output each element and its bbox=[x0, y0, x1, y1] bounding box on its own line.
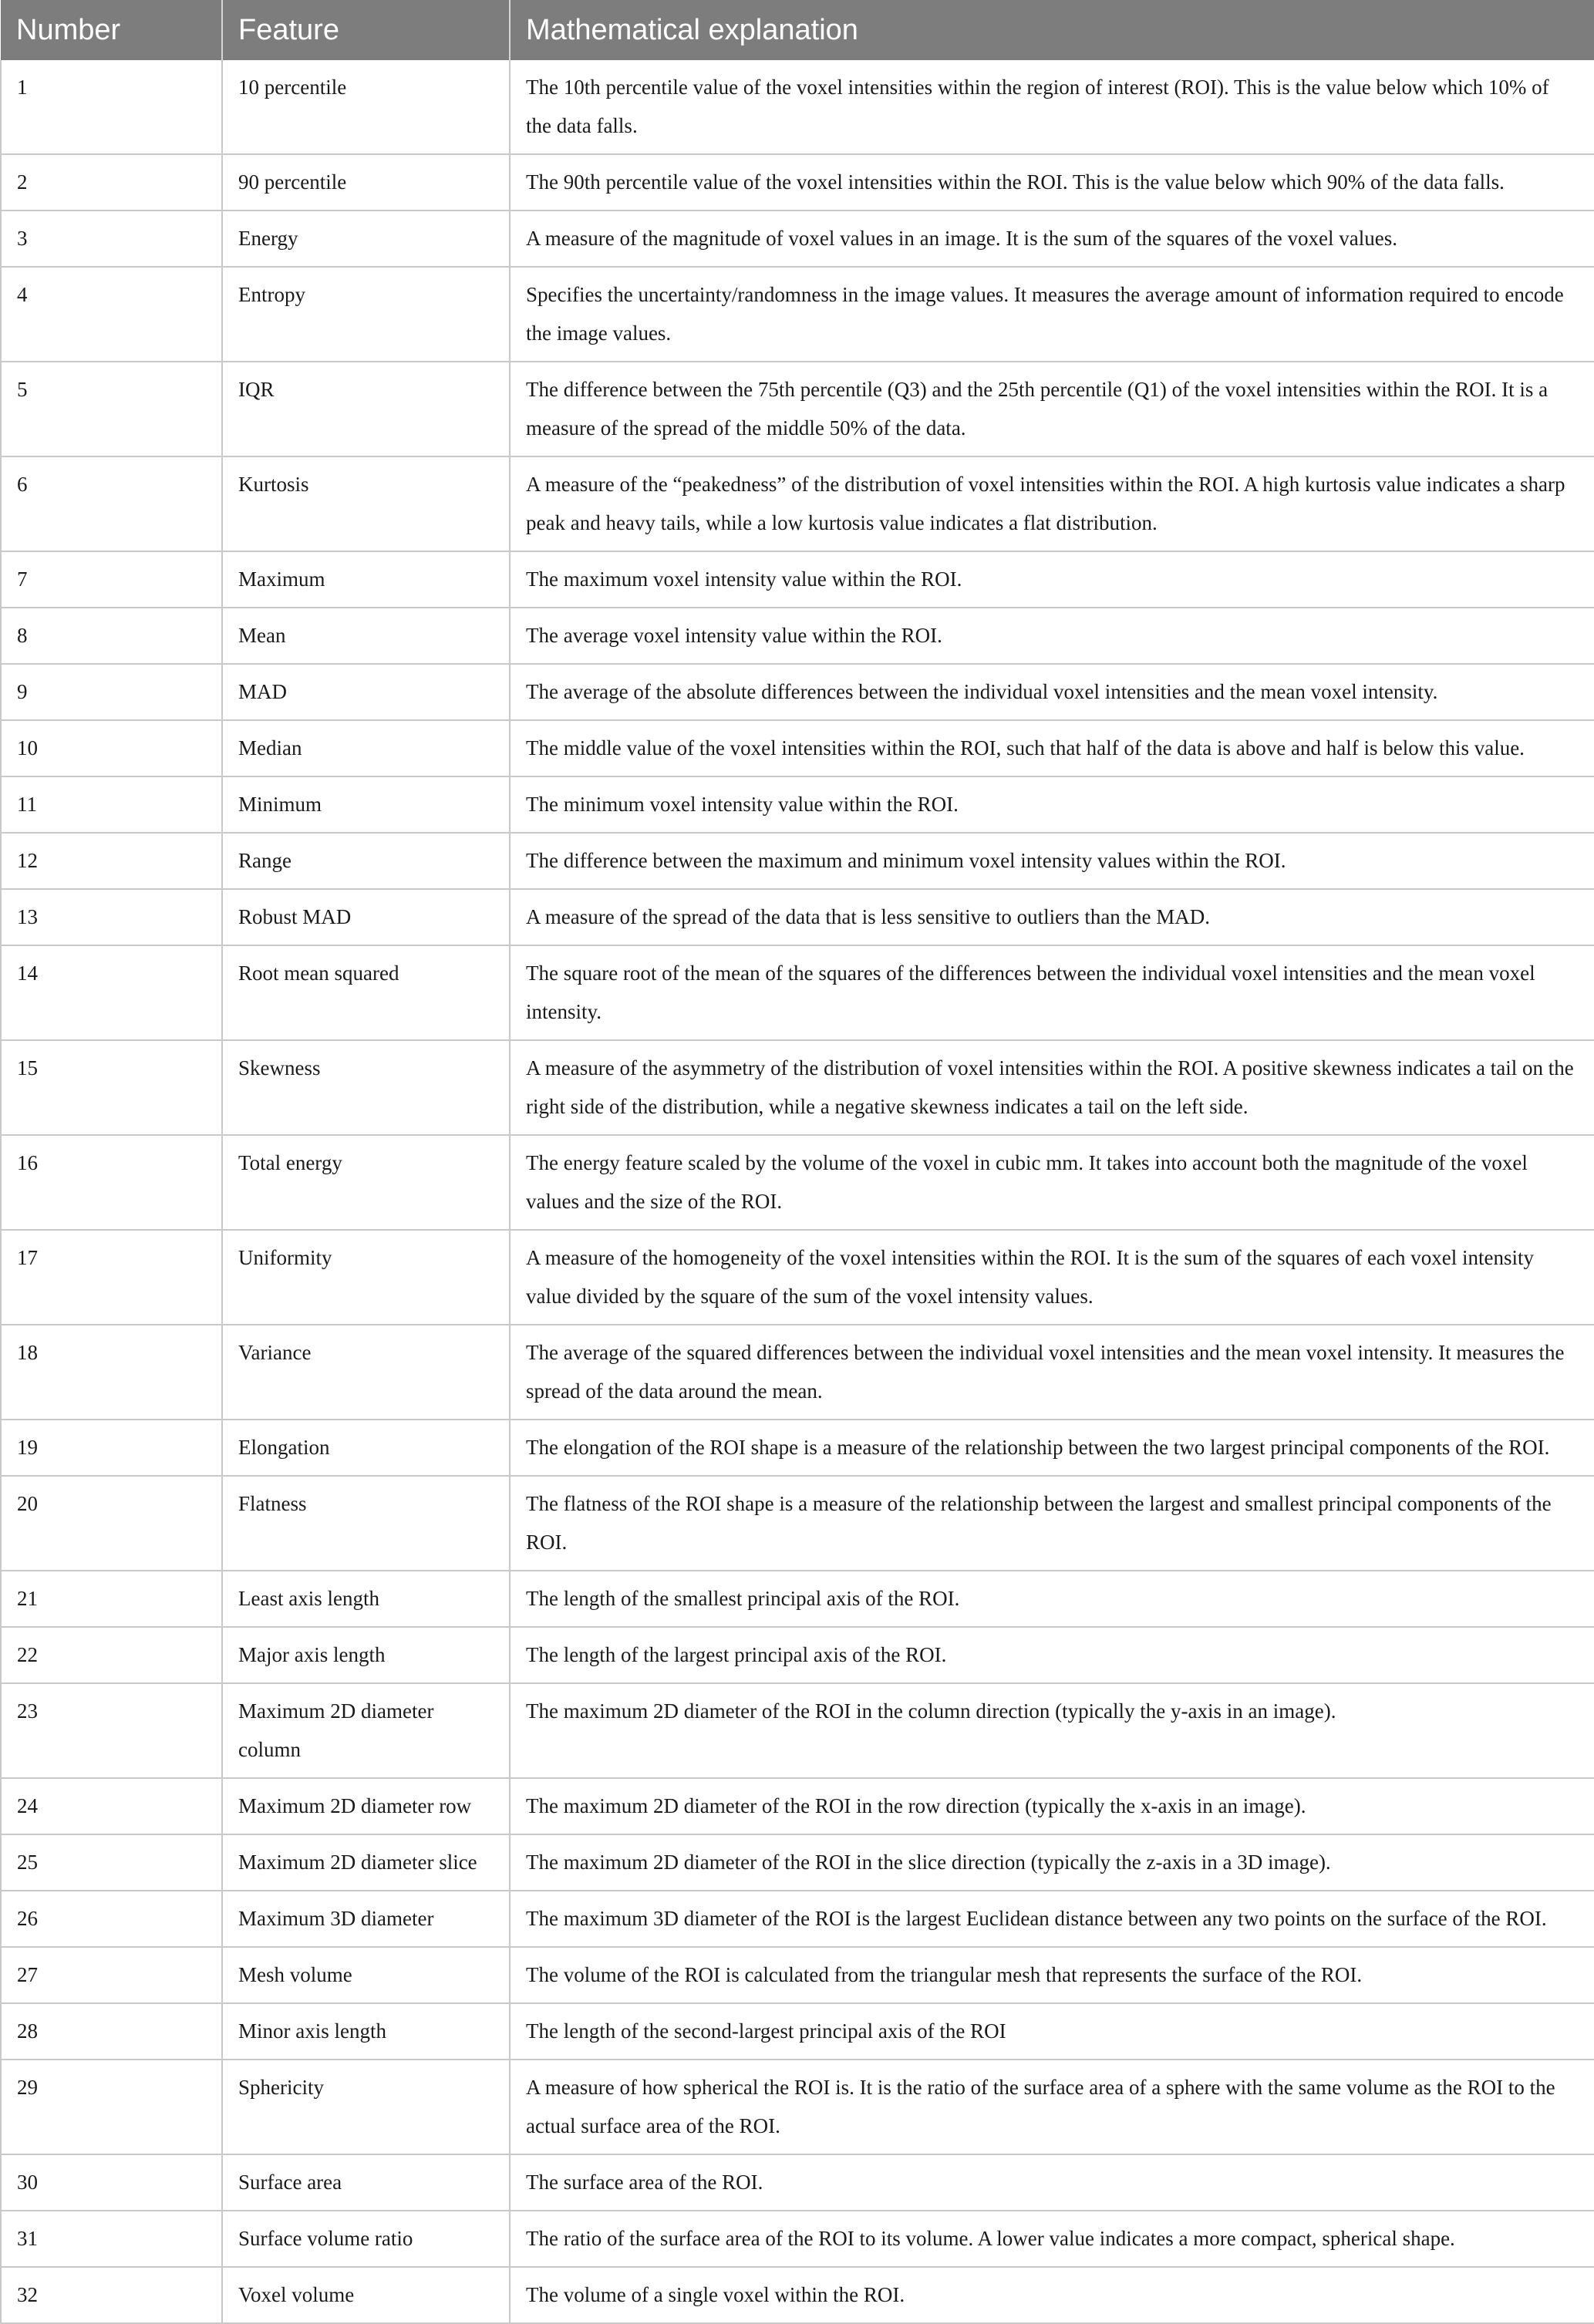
table-row bbox=[1, 1891, 1594, 1947]
table-row bbox=[1, 1325, 1594, 1420]
cell-feature: Minor axis length bbox=[222, 2003, 510, 2060]
table-row bbox=[1, 2003, 1594, 2060]
cell-feature: Major axis length bbox=[222, 1627, 510, 1683]
cell-explanation: The maximum 2D diameter of the ROI in the column direction (typically the y-axis in an image). bbox=[510, 1683, 1594, 1778]
cell-explanation: A measure of the homogeneity of the voxel intensities within the ROI. It is the sum of the squares of each voxel intensity value divided by the square of the sum of the voxel intensity values. bbox=[510, 1230, 1594, 1325]
cell-explanation: The maximum 3D diameter of the ROI is the largest Euclidean distance between any two points on the surface of the ROI. bbox=[510, 1891, 1594, 1947]
cell-number: 22 bbox=[1, 1627, 222, 1683]
cell-number: 17 bbox=[1, 1230, 222, 1325]
cell-number: 21 bbox=[1, 1571, 222, 1627]
cell-feature: Mesh volume bbox=[222, 1947, 510, 2003]
cell-explanation: The average of the squared differences between the individual voxel intensities and the mean voxel intensity. It measures the spread of the data around the mean. bbox=[510, 1325, 1594, 1420]
cell-explanation: The maximum 2D diameter of the ROI in the row direction (typically the x-axis in an image). bbox=[510, 1778, 1594, 1834]
cell-explanation: The 90th percentile value of the voxel intensities within the ROI. This is the value below which 90% of the data falls. bbox=[510, 154, 1594, 211]
cell-feature: Total energy bbox=[222, 1135, 510, 1230]
cell-explanation: The maximum 2D diameter of the ROI in the slice direction (typically the z-axis in a 3D image). bbox=[510, 1834, 1594, 1891]
cell-feature: Variance bbox=[222, 1325, 510, 1420]
column-header-feature: Feature bbox=[222, 0, 510, 60]
cell-feature: MAD bbox=[222, 664, 510, 720]
table-row bbox=[1, 456, 1594, 551]
cell-feature: Uniformity bbox=[222, 1230, 510, 1325]
cell-number: 32 bbox=[1, 2267, 222, 2323]
cell-number: 31 bbox=[1, 2211, 222, 2267]
cell-feature: Elongation bbox=[222, 1420, 510, 1476]
table-row bbox=[1, 1571, 1594, 1627]
cell-number: 11 bbox=[1, 776, 222, 833]
cell-explanation: A measure of how spherical the ROI is. It is the ratio of the surface area of a sphere with the same volume as the ROI to the actual surface area of the ROI. bbox=[510, 2060, 1594, 2154]
cell-feature: Median bbox=[222, 720, 510, 776]
cell-number: 18 bbox=[1, 1325, 222, 1420]
cell-explanation: The average voxel intensity value within the ROI. bbox=[510, 608, 1594, 664]
cell-explanation: The minimum voxel intensity value within the ROI. bbox=[510, 776, 1594, 833]
cell-feature: Maximum 2D diameter row bbox=[222, 1778, 510, 1834]
cell-feature: Maximum 2D diameter column bbox=[222, 1683, 510, 1778]
cell-feature: Skewness bbox=[222, 1040, 510, 1135]
cell-number: 29 bbox=[1, 2060, 222, 2154]
cell-number: 8 bbox=[1, 608, 222, 664]
table-body bbox=[1, 60, 1594, 2323]
table-row bbox=[1, 608, 1594, 664]
cell-number: 19 bbox=[1, 1420, 222, 1476]
cell-number: 27 bbox=[1, 1947, 222, 2003]
cell-explanation: The middle value of the voxel intensities within the ROI, such that half of the data is above and half is below this value. bbox=[510, 720, 1594, 776]
cell-feature: Sphericity bbox=[222, 2060, 510, 2154]
cell-explanation: A measure of the asymmetry of the distribution of voxel intensities within the ROI. A positive skewness indicates a tail on the right side of the distribution, while a negative skewness indicates a tail on the left side. bbox=[510, 1040, 1594, 1135]
table-row bbox=[1, 1135, 1594, 1230]
cell-explanation: The maximum voxel intensity value within the ROI. bbox=[510, 551, 1594, 608]
table-row bbox=[1, 1778, 1594, 1834]
cell-explanation: The elongation of the ROI shape is a measure of the relationship between the two largest principal components of the ROI. bbox=[510, 1420, 1594, 1476]
cell-feature: Maximum 3D diameter bbox=[222, 1891, 510, 1947]
cell-explanation: Specifies the uncertainty/randomness in the image values. It measures the average amount of information required to encode the image values. bbox=[510, 267, 1594, 362]
cell-explanation: The length of the smallest principal axis of the ROI. bbox=[510, 1571, 1594, 1627]
cell-number: 20 bbox=[1, 1476, 222, 1571]
cell-number: 6 bbox=[1, 456, 222, 551]
cell-explanation: The volume of the ROI is calculated from the triangular mesh that represents the surface of the ROI. bbox=[510, 1947, 1594, 2003]
cell-explanation: The 10th percentile value of the voxel intensities within the region of interest (ROI). This is the value below which 10% of the data falls. bbox=[510, 60, 1594, 154]
cell-explanation: The length of the largest principal axis of the ROI. bbox=[510, 1627, 1594, 1683]
cell-explanation: The average of the absolute differences between the individual voxel intensities and the mean voxel intensity. bbox=[510, 664, 1594, 720]
cell-number: 10 bbox=[1, 720, 222, 776]
cell-number: 30 bbox=[1, 2154, 222, 2211]
cell-feature: Flatness bbox=[222, 1476, 510, 1571]
cell-number: 5 bbox=[1, 362, 222, 456]
table-row bbox=[1, 2211, 1594, 2267]
table-row bbox=[1, 2267, 1594, 2323]
cell-feature: Energy bbox=[222, 211, 510, 267]
table-row bbox=[1, 1420, 1594, 1476]
cell-feature: Kurtosis bbox=[222, 456, 510, 551]
cell-number: 14 bbox=[1, 945, 222, 1040]
table-row bbox=[1, 551, 1594, 608]
table-row bbox=[1, 2154, 1594, 2211]
column-header-explanation: Mathematical explanation bbox=[526, 13, 858, 46]
cell-explanation: A measure of the magnitude of voxel values in an image. It is the sum of the squares of the voxel values. bbox=[510, 211, 1594, 267]
cell-number: 25 bbox=[1, 1834, 222, 1891]
cell-feature: Robust MAD bbox=[222, 889, 510, 945]
table-row bbox=[1, 267, 1594, 362]
cell-number: 2 bbox=[1, 154, 222, 211]
cell-feature: Voxel volume bbox=[222, 2267, 510, 2323]
cell-feature: Surface volume ratio bbox=[222, 2211, 510, 2267]
cell-explanation: The difference between the 75th percentile (Q3) and the 25th percentile (Q1) of the voxel intensities within the ROI. It is a measure of the spread of the middle 50% of the data. bbox=[510, 362, 1594, 456]
cell-number: 15 bbox=[1, 1040, 222, 1135]
cell-feature: Mean bbox=[222, 608, 510, 664]
table-header bbox=[1, 0, 1594, 60]
cell-explanation: The length of the second-largest principal axis of the ROI bbox=[510, 2003, 1594, 2060]
cell-number: 7 bbox=[1, 551, 222, 608]
cell-explanation: The square root of the mean of the squares of the differences between the individual voxel intensities and the mean voxel intensity. bbox=[510, 945, 1594, 1040]
cell-feature: Maximum bbox=[222, 551, 510, 608]
table-row bbox=[1, 889, 1594, 945]
table-row bbox=[1, 60, 1594, 154]
header-row bbox=[1, 0, 1594, 60]
table-row bbox=[1, 1627, 1594, 1683]
table-row bbox=[1, 776, 1594, 833]
table-row bbox=[1, 362, 1594, 456]
cell-number: 28 bbox=[1, 2003, 222, 2060]
table-row bbox=[1, 1040, 1594, 1135]
table-row bbox=[1, 1230, 1594, 1325]
cell-feature: 10 percentile bbox=[222, 60, 510, 154]
cell-number: 12 bbox=[1, 833, 222, 889]
cell-feature: Minimum bbox=[222, 776, 510, 833]
cell-explanation: A measure of the spread of the data that is less sensitive to outliers than the MAD. bbox=[510, 889, 1594, 945]
cell-number: 9 bbox=[1, 664, 222, 720]
cell-explanation: The volume of a single voxel within the ROI. bbox=[510, 2267, 1594, 2323]
column-header-number: Number bbox=[1, 0, 222, 60]
cell-number: 24 bbox=[1, 1778, 222, 1834]
cell-explanation: A measure of the “peakedness” of the distribution of voxel intensities within the ROI. A high kurtosis value indicates a sharp peak and heavy tails, while a low kurtosis value indicates a flat distribution. bbox=[510, 456, 1594, 551]
table-row bbox=[1, 1683, 1594, 1778]
cell-feature: Range bbox=[222, 833, 510, 889]
cell-number: 4 bbox=[1, 267, 222, 362]
table-row bbox=[1, 664, 1594, 720]
cell-feature: 90 percentile bbox=[222, 154, 510, 211]
cell-explanation: The flatness of the ROI shape is a measure of the relationship between the largest and smallest principal components of the ROI. bbox=[510, 1476, 1594, 1571]
cell-number: 13 bbox=[1, 889, 222, 945]
cell-explanation: The surface area of the ROI. bbox=[510, 2154, 1594, 2211]
cell-number: 23 bbox=[1, 1683, 222, 1778]
cell-feature: Root mean squared bbox=[222, 945, 510, 1040]
cell-number: 26 bbox=[1, 1891, 222, 1947]
table-row bbox=[1, 2060, 1594, 2154]
cell-feature: IQR bbox=[222, 362, 510, 456]
table-row bbox=[1, 1947, 1594, 2003]
table-row bbox=[1, 945, 1594, 1040]
table-row bbox=[1, 833, 1594, 889]
cell-number: 1 bbox=[1, 60, 222, 154]
table-row bbox=[1, 211, 1594, 267]
cell-explanation: The ratio of the surface area of the ROI to its volume. A lower value indicates a more compact, spherical shape. bbox=[510, 2211, 1594, 2267]
table-row bbox=[1, 154, 1594, 211]
cell-feature: Maximum 2D diameter slice bbox=[222, 1834, 510, 1891]
cell-feature: Entropy bbox=[222, 267, 510, 362]
table-row bbox=[1, 1834, 1594, 1891]
cell-feature: Least axis length bbox=[222, 1571, 510, 1627]
table-row bbox=[1, 1476, 1594, 1571]
cell-number: 3 bbox=[1, 211, 222, 267]
cell-explanation: The difference between the maximum and minimum voxel intensity values within the ROI. bbox=[510, 833, 1594, 889]
table-row bbox=[1, 720, 1594, 776]
cell-number: 16 bbox=[1, 1135, 222, 1230]
cell-feature: Surface area bbox=[222, 2154, 510, 2211]
cell-explanation: The energy feature scaled by the volume of the voxel in cubic mm. It takes into account both the magnitude of the voxel values and the size of the ROI. bbox=[510, 1135, 1594, 1230]
